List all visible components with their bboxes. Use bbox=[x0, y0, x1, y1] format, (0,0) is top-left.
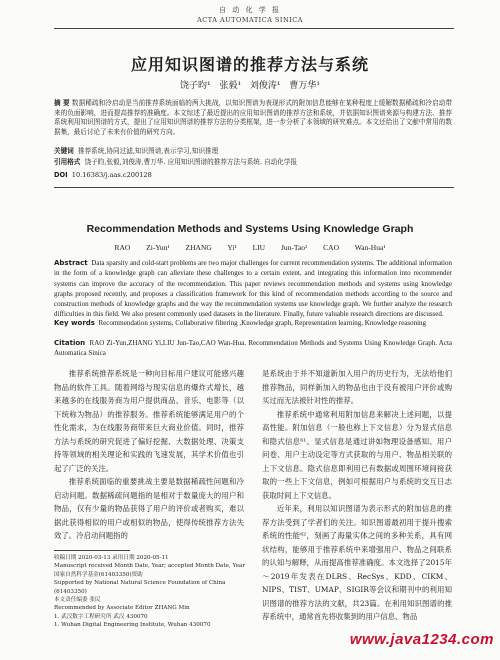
title-en: Recommendation Methods and Systems Using Knowledge Graph bbox=[86, 223, 414, 235]
footnote-line: Supported by National Natural Science Foundation of China bbox=[54, 580, 226, 587]
body-paragraph: 是系统由于并不知道新加入用户的历史行为，无法给他们推荐物品，同样新加入的物品也由于没有被用户评价或购买过而无法被针对性的推荐。 bbox=[262, 369, 452, 405]
journal-name-cn: 自 动 化 学 报 bbox=[219, 6, 281, 14]
body-column-left bbox=[54, 367, 244, 543]
doi-label: DOI bbox=[54, 171, 68, 179]
footnotes bbox=[54, 554, 250, 630]
keywords-cn bbox=[54, 147, 452, 157]
body-column-right bbox=[262, 367, 452, 624]
footnote-line: 本文责任编委 张民 bbox=[54, 597, 101, 604]
journal-name-en: ACTA AUTOMATICA SINICA bbox=[197, 16, 303, 24]
header-rule bbox=[54, 28, 454, 29]
abstract-cn bbox=[54, 99, 452, 137]
footnote-rule bbox=[54, 550, 130, 551]
keywords-cn-label: 关键词 bbox=[54, 147, 74, 155]
abstract-en bbox=[54, 258, 452, 320]
abstract-cn-text: 数据稀疏和冷启动是当前推荐系统面临的两大挑战，以知识图谱为表现形式的附加信息能够在某种程度上缓解数据稀疏和冷启动带来的负面影响，进而提高推荐的准确度。本文综述了最近提出的应用知识图谱的推荐方法和系统，并依据知识图谱来源与构建方法、推荐系统利用知识图谱的方式，提出了应用知识图谱的推荐方法的分类框架，进一步分析了本领域的研究难点。本文还给出了文献中常用的数据集，最后讨论了未来有价值的研究方向。 bbox=[54, 99, 453, 136]
footnote-line: Recommended by Associate Editor ZHANG Min bbox=[54, 605, 190, 612]
section-rule bbox=[54, 187, 454, 188]
citation-en-label: Citation bbox=[54, 339, 86, 347]
authors-cn: 饶子昀¹ 张毅¹ 刘俊涛¹ 曹万华¹ bbox=[179, 81, 320, 91]
footnote-line: Manuscript received Month Date, Year; accepted Month Date, Year bbox=[54, 563, 246, 570]
footnote-line: 国家自然科学基金(61403350)资助 bbox=[54, 571, 143, 578]
body-paragraph: 推荐系统推荐系统是一种向目标用户建议可能感兴趣物品的软件工具。随着网络与现实信息的爆炸式增长，越来越多的在线服务商为用户提供商品、音乐、电影等（以下统称为物品）的推荐服务。推荐系统能够满足用户的个性化需求，为在线服务商带来巨大商业价值。同时，推荐方法与系统的研究促进了偏好挖掘、大数据处理、决策支持等领域的相关理论和实践的飞速发展，其学术价值也引起了广泛的关注。 bbox=[54, 369, 244, 473]
keywords-en-label: Key words bbox=[54, 319, 95, 327]
body-paragraph: 推荐系统面临的重要挑战主要是数据稀疏性问题和冷启动问题。数据稀疏问题指的是相对于数量庞大的用户和物品，仅有少量的物品获得了用户的评价或者购买，难以据此获得相似的用户或相似的物品，使得传统推荐方法失效了。冷启动问题指的 bbox=[54, 477, 244, 540]
watermark: www.java1234.com bbox=[349, 631, 494, 648]
abstract-en-label: Abstract bbox=[54, 259, 88, 267]
keywords-en-text: Recommendation systems, Collaborative filtering ,Knowledge graph, Representation learning, Knowledge reasoning bbox=[98, 319, 427, 327]
body-paragraph: 近年来，利用以知识图谱为表示形式的附加信息的推荐方法受到了学者们的关注。知识图谱最初用于提升搜索系统的性能⁶²，刻画了海量实体之间的多种关系，具有网状结构，能够用于推荐系统中来增强用户、物品之间联系的认知与解释，从而提高推荐准确度。本文选择了2015年～2019年发表在DLRS、RecSys、KDD、CIKM、NIPS、TIST、UMAP、SIGIR等会议和期刊中的利用知识图谱的推荐方法的文献，共23篇。在利用知识图谱的推荐系统中，通常首先将收集到的用户信息、物品 bbox=[262, 504, 452, 621]
keywords-cn-text: 推荐系统,协同过滤,知识图谱,表示学习,知识推理 bbox=[77, 147, 219, 155]
authors-en: RAO Zi-Yun¹ ZHANG Yi¹ LIU Jun-Tao¹ CAO Wan-Hua¹ bbox=[114, 243, 386, 252]
citation-cn bbox=[54, 158, 452, 168]
footnote-line: (61403350) bbox=[54, 588, 87, 595]
footnote-line: 1. 武汉数字工程研究所 武汉 430070 bbox=[54, 613, 148, 620]
citation-cn-text: 饶子昀,张毅,刘俊涛,曹万华. 应用知识图谱的推荐方法与系统. 自动化学报 bbox=[84, 158, 298, 166]
citation-en bbox=[54, 338, 452, 359]
citation-en-text: RAO Zi-Yun,ZHANG Yi,LIU Jun-Tao,CAO Wan-Hua. Recommendation Methods and Systems Using Knowledge Graph. Acta Automatica Sinica bbox=[54, 339, 452, 358]
footnote-line: 1. Wuhan Digital Engineering Institute, Wuhan 430070 bbox=[54, 622, 211, 629]
keywords-en bbox=[54, 318, 452, 328]
doi-text: 10.16383/j.aas.c200128 bbox=[71, 171, 152, 179]
abstract-en-text: Data sparsity and cold-start problems are two major challenges for current recommendation systems. The additional information in the form of a knowledge graph can alleviate these challenges to a certain extent, and integrating this information into recommender systems can improve the accuracy of the recommendation. This paper reviews recommendation methods and systems using knowledge graphs proposed recently, and proposes a classification framework for this kind of recommendation methods according to the source and construction methods of knowledge graphs and the way the recommendation systems use knowledge graph. We further analyze the research difficulties in this field. We also present commonly used datasets in the literature. Finally, future valuable research directions are discussed. bbox=[54, 259, 452, 319]
doi bbox=[54, 171, 452, 181]
footnote-line: 收稿日期 2020-03-13 录用日期 2020-05-11 bbox=[54, 555, 169, 561]
title-cn: 应用知识图谱的推荐方法与系统 bbox=[130, 55, 369, 74]
body-paragraph: 推荐系统中通常利用附加信息来解决上述问题，以提高性能。附加信息（一般也称上下文信息）分为显式信息和隐式信息⁶¹。显式信息是通过讲如物理设备感知、用户问卷、用户主动设定等方式获取的与用户、物品相关联的上下文信息。隐式信息即利用已有数据或周围环境间接获取的一些上下文信息，例如可根据用户与系统的交互日志获取时间上下文信息。 bbox=[262, 409, 452, 500]
citation-cn-label: 引用格式 bbox=[54, 158, 81, 166]
abstract-cn-label: 摘 要 bbox=[54, 99, 70, 107]
